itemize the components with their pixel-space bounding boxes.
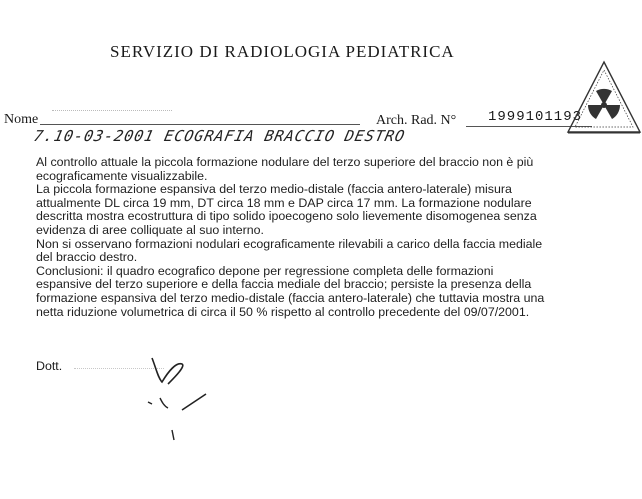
name-underline [40, 124, 360, 125]
report-line: Conclusioni: il quadro ecografico depone per regressione completa delle formazioni [36, 263, 494, 278]
report-line: attualmente DL circa 19 mm, DT circa 18 mm e DAP circa 17 mm. La formazione nodulare [36, 195, 532, 210]
archive-label: Arch. Rad. N° [376, 113, 457, 128]
radiation-seal-icon [566, 60, 642, 136]
report-line: netta riduzione volumetrica di circa il 50 % rispetto al controllo precedente del 09/07/2001. [36, 304, 530, 319]
report-line: descritta mostra ecostruttura di tipo solido ipoecogeno solo lievemente disomogenea senza [36, 209, 537, 224]
report-line: La piccola formazione espansiva del terzo medio-distale (faccia antero-laterale) misura [36, 182, 512, 197]
department-title: SERVIZIO DI RADIOLOGIA PEDIATRICA [110, 42, 455, 61]
report-line: Non si osservano formazioni nodulari ecograficamente rilevabili a carico della faccia mediale [36, 236, 543, 251]
report-line: espansive del terzo superiore e della faccia mediale del braccio; persiste la presenza della [36, 277, 532, 292]
name-label: Nome [4, 112, 39, 127]
signature-icon [130, 350, 220, 450]
report-line: Al controllo attuale la piccola formazione nodulare del terzo superiore del braccio non è più [36, 155, 534, 169]
report-line: ecograficamente visualizzabile. [36, 168, 208, 183]
redacted-name [52, 104, 172, 111]
handwritten-exam-heading: 7.10-03-2001 ECOGRAFIA BRACCIO DESTRO [32, 127, 408, 145]
doctor-label: Dott. [36, 359, 63, 373]
report-line: formazione espansiva del terzo medio-distale (faccia antero-laterale) che tuttavia mostra una [36, 290, 545, 305]
archive-number: 1999101193 [488, 109, 583, 125]
report-body [36, 156, 636, 319]
report-line: evidenza di aree colliquate al suo interno. [36, 222, 264, 237]
report-line: del braccio destro. [36, 250, 138, 265]
